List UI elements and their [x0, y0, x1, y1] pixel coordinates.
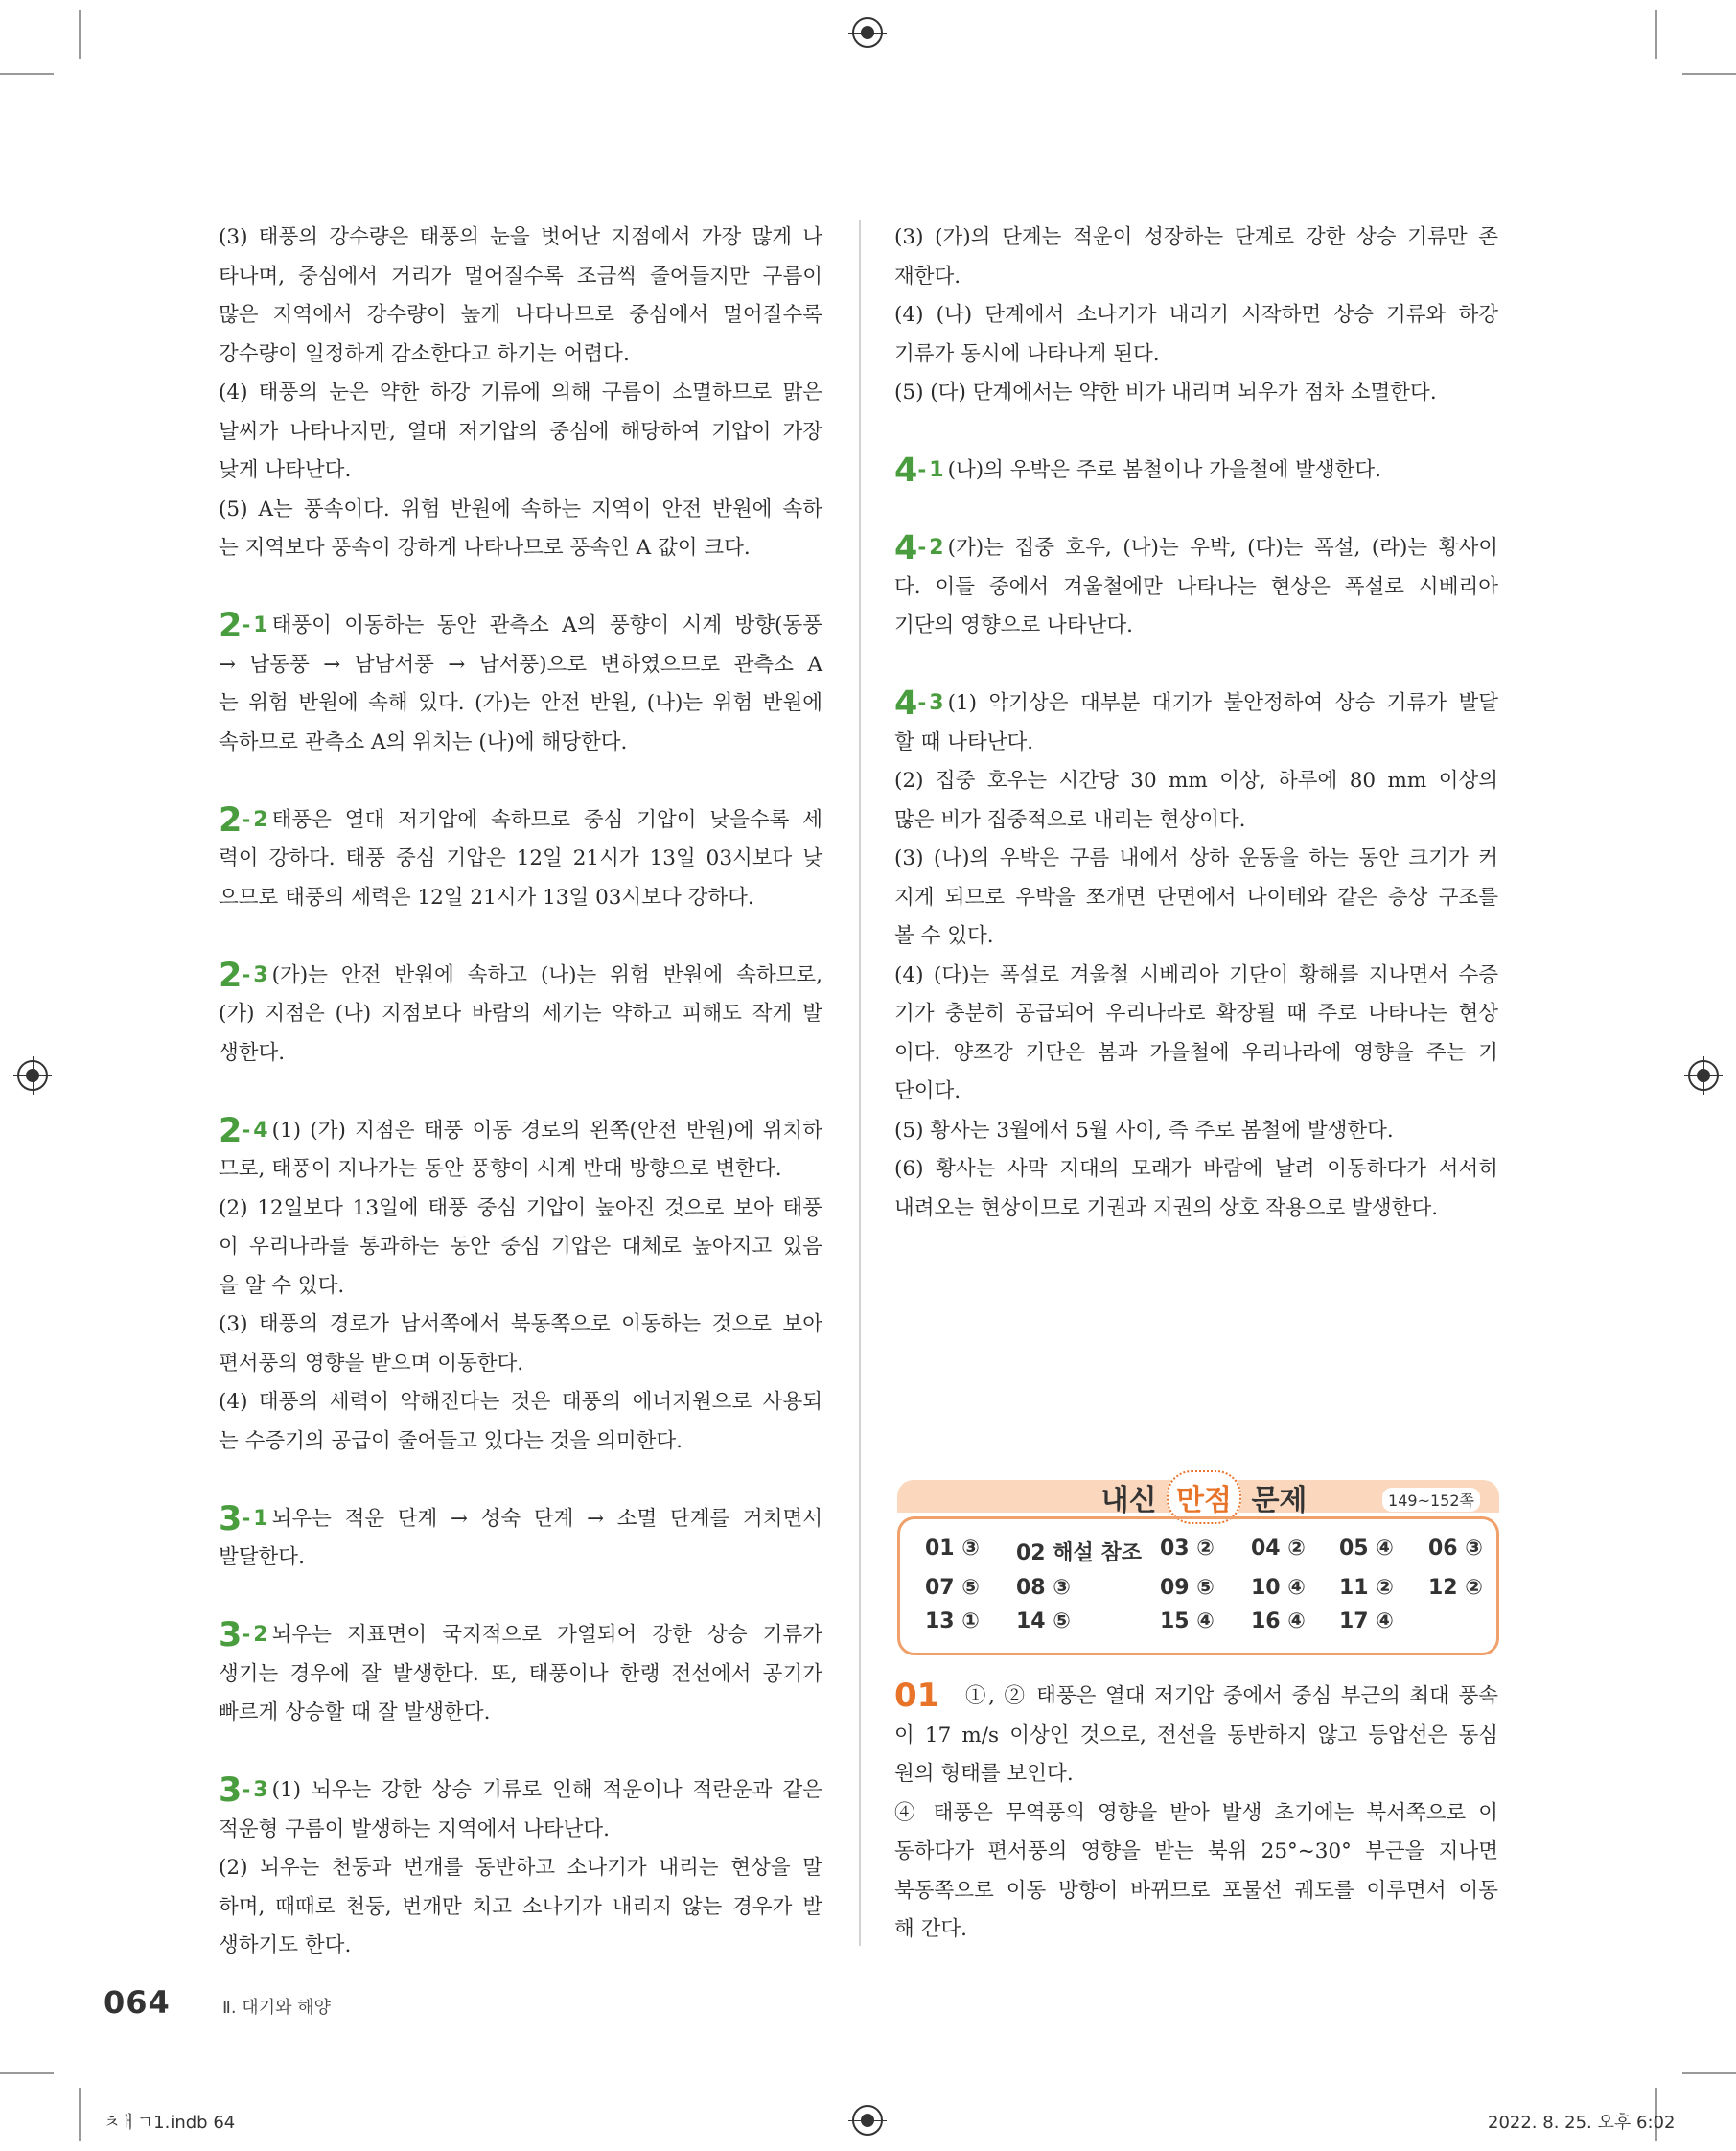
- line-text: (4) (다)는 폭설로 겨울철 시베리아 기단이 황해를 지나면서 수증: [894, 962, 1498, 987]
- text-line: [894, 724, 1498, 763]
- text-line: [219, 1345, 822, 1384]
- text-line: [894, 762, 1498, 801]
- text-line: [894, 607, 1498, 646]
- item-number-minor: 1: [929, 458, 944, 482]
- text-line: [894, 374, 1498, 413]
- line-text: 재한다.: [894, 264, 961, 289]
- item-number-minor: 1: [253, 613, 268, 637]
- item-number-minor: 4: [253, 1118, 268, 1143]
- line-text: 므로, 태풍이 지나가는 동안 풍향이 시계 반대 방향으로 변한다.: [219, 1157, 782, 1181]
- text-line: [219, 1655, 822, 1695]
- paragraph-gap: [219, 1073, 822, 1112]
- text-line: [219, 219, 822, 258]
- answer-grid: [925, 1537, 1496, 1633]
- text-line: [219, 1694, 822, 1733]
- answer-item: 11 ②: [1339, 1576, 1394, 1600]
- text-line: [219, 335, 822, 375]
- registration-mark-icon: [17, 1060, 48, 1091]
- answer-item: 10 ④: [1251, 1576, 1306, 1600]
- text-line: [219, 451, 822, 491]
- text-line: [894, 840, 1498, 879]
- text-line: [894, 296, 1498, 335]
- title-post: 문제: [1251, 1484, 1308, 1517]
- line-text: 타나며, 중심에서 거리가 멀어질수록 조금씩 줄어들지만 구름이: [219, 264, 822, 289]
- paragraph-gap: [219, 1461, 822, 1500]
- item-number-major: 2: [219, 956, 243, 995]
- item-number-minor: 1: [253, 1506, 268, 1531]
- text-line: [219, 1190, 822, 1229]
- text-line: [219, 296, 822, 335]
- text-line: [894, 529, 1498, 568]
- line-text: 생한다.: [219, 1040, 286, 1065]
- line-text: 날씨가 나타나지만, 열대 저기압의 중심에 해당하여 기압이 가장: [219, 419, 822, 444]
- title-pre: 내신: [1100, 1484, 1157, 1517]
- line-text: (6) 황사는 사막 지대의 모래가 바람에 날려 이동하다가 서서히: [894, 1157, 1498, 1181]
- line-text: 으므로 태풍의 세력은 12일 21시가 13일 03시보다 강하다.: [219, 885, 754, 910]
- line-text: 기가 충분히 공급되어 우리나라로 확장될 때 주로 나타나는 현상: [894, 1002, 1498, 1026]
- crop-mark: [79, 10, 81, 59]
- text-line: [219, 801, 822, 841]
- line-text: 적운형 구름이 발생하는 지역에서 나타난다.: [219, 1816, 611, 1841]
- item-number-minor: 3: [253, 962, 268, 987]
- text-line: [219, 1150, 822, 1190]
- text-line: [894, 1034, 1498, 1074]
- line-text: 뇌우는 지표면이 국지적으로 가열되어 강한 상승 기류가: [271, 1623, 822, 1647]
- text-line: [219, 529, 822, 568]
- section-title: Ⅱ. 대기와 해양: [222, 1998, 331, 2018]
- item-number-major: 4: [894, 529, 918, 567]
- line-text: 단이다.: [894, 1079, 961, 1103]
- answer-item: 04 ②: [1251, 1537, 1306, 1561]
- text-line: [894, 1112, 1498, 1151]
- line-text: (4) 태풍의 세력이 약해진다는 것은 태풍의 에너지원으로 사용되: [219, 1390, 822, 1414]
- text-line: [894, 684, 1498, 724]
- item-number-major: 3: [219, 1499, 243, 1538]
- text-line: [894, 1190, 1498, 1229]
- line-text: (5) (다) 단계에서는 약한 비가 내리며 뇌우가 점차 소멸한다.: [894, 381, 1437, 405]
- file-slug: ㅊㅐㄱ1.indb 64: [104, 2113, 236, 2133]
- line-text: 기류가 동시에 나타나게 된다.: [894, 341, 1160, 366]
- item-number-major: 4: [894, 684, 918, 723]
- text-line: [894, 1833, 1498, 1872]
- registration-mark-icon: [852, 2105, 883, 2136]
- paragraph-gap: [219, 762, 822, 801]
- item-number: 2- 2: [219, 800, 268, 840]
- text-line: [219, 1538, 822, 1578]
- text-line: [894, 1073, 1498, 1112]
- paragraph-gap: [894, 646, 1498, 685]
- text-line: [219, 1771, 822, 1811]
- line-text: (3) (가)의 단계는 적운이 성장하는 단계로 강한 상승 기류만 존: [894, 225, 1498, 249]
- paragraph-gap: [894, 491, 1498, 530]
- item-number-minor: 2: [253, 807, 268, 832]
- text-line: [894, 1794, 1498, 1834]
- text-line: [219, 995, 822, 1034]
- text-line: [219, 724, 822, 763]
- crop-mark: [1655, 10, 1657, 59]
- text-line: [894, 1150, 1498, 1190]
- line-text: 기단의 영향으로 나타난다.: [894, 613, 1133, 637]
- line-text: (가) 지점은 (나) 지점보다 바람의 세기는 약하고 피해도 작게 발: [219, 1002, 822, 1026]
- line-text: 해 간다.: [894, 1917, 967, 1941]
- answer-item: 06 ③: [1428, 1537, 1483, 1561]
- line-text: (1) 악기상은 대부분 대기가 불안정하여 상승 기류가 발달: [947, 691, 1498, 715]
- line-text: 생기는 경우에 잘 발생한다. 또, 태풍이나 한랭 전선에서 공기가: [219, 1661, 822, 1686]
- item-number-major: 3: [219, 1771, 243, 1810]
- line-text: 뇌우는 적운 단계 → 성숙 단계 → 소멸 단계를 거치면서: [271, 1506, 822, 1531]
- item-number-major: 2: [219, 1111, 243, 1150]
- item-number: 3- 3: [219, 1771, 268, 1810]
- text-line: [219, 1616, 822, 1655]
- line-text: 볼 수 있다.: [894, 924, 994, 948]
- text-line: [894, 1910, 1498, 1950]
- item-number-major: 4: [894, 451, 918, 490]
- line-text: (2) 집중 호우는 시간당 30 mm 이상, 하루에 80 mm 이상의: [894, 769, 1498, 793]
- text-line: [219, 1927, 822, 1966]
- text-line: [219, 374, 822, 413]
- line-text: (5) 황사는 3월에서 5월 사이, 즉 주로 봄철에 발생한다.: [894, 1118, 1394, 1143]
- item-number-major: 3: [219, 1616, 243, 1654]
- item-number: 2- 3: [219, 956, 268, 995]
- line-text: (3) 태풍의 강수량은 태풍의 눈을 벗어난 지점에서 가장 많게 나: [219, 225, 822, 249]
- item-number-minor: 3: [253, 1778, 268, 1802]
- line-text: 이다. 양쯔강 기단은 봄과 가을철에 우리나라에 영향을 주는 기: [894, 1040, 1498, 1065]
- question-number: 01: [894, 1677, 940, 1715]
- title-highlight: 만점: [1167, 1470, 1241, 1524]
- paragraph-gap: [219, 568, 822, 608]
- answer-item: 05 ④: [1339, 1537, 1394, 1561]
- line-text: (5) A는 풍속이다. 위험 반원에 속하는 지역이 안전 반원에 속하: [219, 497, 822, 521]
- line-text: (가)는 집중 호우, (나)는 우박, (다)는 폭설, (라)는 황사이: [947, 536, 1498, 560]
- line-text: 동하다가 편서풍의 영향을 받는 북위 25°~30° 부근을 지나면: [894, 1839, 1498, 1863]
- line-text: 는 수증기의 공급이 줄어들고 있다는 것을 의미한다.: [219, 1428, 683, 1453]
- text-line: [219, 413, 822, 452]
- text-line: [219, 607, 822, 646]
- answer-item: 15 ④: [1160, 1609, 1215, 1633]
- text-line: [894, 219, 1498, 258]
- text-line: [219, 1811, 822, 1850]
- line-text: 내려오는 현상이므로 기권과 지권의 상호 작용으로 발생한다.: [894, 1195, 1439, 1220]
- line-text: 많은 비가 집중적으로 내리는 현상이다.: [894, 807, 1246, 832]
- line-text: 낮게 나타난다.: [219, 458, 352, 482]
- text-line: [894, 917, 1498, 957]
- answer-item: 09 ⑤: [1160, 1576, 1215, 1600]
- line-text: 편서풍의 영향을 받으며 이동한다.: [219, 1351, 524, 1376]
- question-01-explanation: [894, 1677, 1498, 1950]
- paragraph-gap: [219, 1578, 822, 1617]
- crop-mark: [1682, 2072, 1736, 2074]
- text-line: [219, 1034, 822, 1074]
- crop-mark: [0, 73, 54, 75]
- text-line: [894, 801, 1498, 841]
- line-text: (1) 뇌우는 강한 상승 기류로 인해 적운이나 적란운과 같은: [271, 1778, 822, 1802]
- answer-item: 16 ④: [1251, 1609, 1306, 1633]
- text-line: [219, 840, 822, 879]
- left-column: [219, 219, 822, 1966]
- line-text: 태풍은 열대 저기압에 속하므로 중심 기압이 낮을수록 세: [271, 807, 822, 832]
- line-text: 속하므로 관측소 A의 위치는 (나)에 해당한다.: [219, 729, 628, 754]
- line-text: 을 알 수 있다.: [219, 1273, 345, 1298]
- item-number-minor: 2: [929, 536, 944, 560]
- answer-item: 17 ④: [1339, 1609, 1394, 1633]
- line-text: 발달한다.: [219, 1545, 305, 1569]
- line-text: 력이 강하다. 태풍 중심 기압은 12일 21시가 13일 03시보다 낮: [219, 846, 822, 870]
- text-line: [894, 1717, 1498, 1756]
- line-text: (가)는 안전 반원에 속하고 (나)는 위험 반원에 속하므로,: [271, 962, 822, 987]
- item-number-major: 2: [219, 607, 243, 645]
- right-column: [894, 219, 1498, 1228]
- paragraph-gap: [894, 413, 1498, 452]
- registration-mark-icon: [1688, 1060, 1719, 1091]
- line-text: (나)의 우박은 주로 봄철이나 가을철에 발생한다.: [947, 458, 1382, 482]
- print-timestamp: 2022. 8. 25. 오후 6:02: [1488, 2113, 1676, 2133]
- line-text: 원의 형태를 보인다.: [894, 1762, 1074, 1786]
- line-text: 강수량이 일정하게 감소한다고 하기는 어렵다.: [219, 341, 630, 366]
- answer-item: 12 ②: [1428, 1576, 1483, 1600]
- line-text: (1) (가) 지점은 태풍 이동 경로의 왼쪽(안전 반원)에 위치하: [271, 1118, 822, 1143]
- line-text: 는 지역보다 풍속이 강하게 나타나므로 풍속인 A 값이 크다.: [219, 536, 751, 560]
- item-number: 4- 3: [894, 684, 944, 723]
- line-text: 는 위험 반원에 속해 있다. (가)는 안전 반원, (나)는 위험 반원에: [219, 691, 822, 715]
- item-number: 2- 1: [219, 607, 268, 645]
- answer-box: [897, 1516, 1499, 1655]
- line-text: (3) 태풍의 경로가 남서쪽에서 북동쪽으로 이동하는 것으로 보아: [219, 1312, 822, 1336]
- line-text: 북동쪽으로 이동 방향이 바뀌므로 포물선 궤도를 이루면서 이동: [894, 1878, 1498, 1903]
- paragraph-gap: [219, 917, 822, 957]
- line-text: 할 때 나타난다.: [894, 729, 1034, 754]
- text-line: [219, 1267, 822, 1307]
- answer-item: 07 ⑤: [925, 1576, 980, 1600]
- text-line: [219, 1228, 822, 1267]
- registration-mark-icon: [852, 17, 883, 48]
- line-text: 지게 되므로 우박을 쪼개면 단면에서 나이테와 같은 층상 구조를: [894, 885, 1498, 910]
- text-line: [219, 491, 822, 530]
- text-line: [894, 995, 1498, 1034]
- text-line: [219, 1500, 822, 1539]
- item-number: 2- 4: [219, 1111, 268, 1150]
- item-number: 3- 1: [219, 1499, 268, 1538]
- line-text: 이 우리나라를 통과하는 동안 중심 기압은 대체로 높아지고 있음: [219, 1235, 822, 1259]
- text-line: [894, 1755, 1498, 1794]
- item-number-minor: 3: [929, 691, 944, 715]
- text-line: [219, 1383, 822, 1422]
- answer-item: 13 ①: [925, 1609, 980, 1633]
- line-text: (3) (나)의 우박은 구름 내에서 상하 운동을 하는 동안 크기가 커: [894, 846, 1498, 870]
- line-text: 빠르게 상승할 때 잘 발생한다.: [219, 1700, 491, 1724]
- item-number-major: 2: [219, 800, 243, 840]
- line-text: 태풍이 이동하는 동안 관측소 A의 풍향이 시계 방향(동풍: [271, 613, 822, 637]
- text-line: [894, 451, 1498, 491]
- text-line: [894, 957, 1498, 996]
- text-line: [219, 1112, 822, 1151]
- line-text: ①, ② 태풍은 열대 저기압 중에서 중심 부근의 최대 풍속: [962, 1684, 1498, 1708]
- text-line: [894, 568, 1498, 608]
- item-number: 4- 2: [894, 529, 944, 567]
- text-line: [219, 258, 822, 297]
- text-line: [219, 1888, 822, 1928]
- answer-item: 01 ③: [925, 1537, 980, 1561]
- line-text: (2) 12일보다 13일에 태풍 중심 기압이 높아진 것으로 보아 태풍: [219, 1195, 822, 1220]
- line-text: 이 17 m/s 이상인 것으로, 전선을 동반하지 않고 등압선은 동심: [894, 1723, 1498, 1747]
- line-text: → 남동풍 → 남남서풍 → 남서풍)으로 변하였으므로 관측소 A: [219, 652, 822, 677]
- column-divider: [859, 220, 861, 1946]
- item-number: 4- 1: [894, 451, 944, 490]
- item-number-minor: 2: [253, 1623, 268, 1647]
- text-line: [894, 335, 1498, 375]
- page-range: 149~152쪽: [1382, 1488, 1480, 1512]
- text-line: [219, 1306, 822, 1345]
- text-line: [894, 1677, 1498, 1717]
- line-text: 많은 지역에서 강수량이 높게 나타나므로 중심에서 멀어질수록: [219, 303, 822, 327]
- text-line: [894, 1872, 1498, 1911]
- crop-mark: [79, 2088, 81, 2141]
- text-line: [219, 684, 822, 724]
- text-line: [219, 957, 822, 996]
- line-text: (4) (나) 단계에서 소나기가 내리기 시작하면 상승 기류와 하강: [894, 303, 1498, 327]
- line-text: 하며, 때때로 천둥, 번개만 치고 소나기가 내리지 않는 경우가 발: [219, 1894, 822, 1919]
- item-number: 3- 2: [219, 1616, 268, 1654]
- text-line: [894, 879, 1498, 918]
- answer-item: 08 ③: [1016, 1576, 1071, 1600]
- answer-item: 14 ⑤: [1016, 1609, 1071, 1633]
- line-text: 생하기도 한다.: [219, 1933, 352, 1957]
- line-text: ④ 태풍은 무역풍의 영향을 받아 발생 초기에는 북서쪽으로 이: [894, 1800, 1498, 1825]
- text-line: [894, 258, 1498, 297]
- text-line: [219, 1422, 822, 1462]
- answer-box-title: [1089, 1470, 1319, 1522]
- line-text: (4) 태풍의 눈은 약한 하강 기류에 의해 구름이 소멸하므로 맑은: [219, 381, 822, 405]
- answer-item: 02 해설 참조: [1016, 1541, 1142, 1565]
- answer-item: 03 ②: [1160, 1537, 1215, 1561]
- crop-mark: [0, 2072, 54, 2074]
- text-line: [219, 646, 822, 685]
- line-text: 다. 이들 중에서 겨울철에만 나타나는 현상은 폭설로 시베리아: [894, 574, 1498, 599]
- paragraph-gap: [219, 1733, 822, 1772]
- text-line: [219, 879, 822, 918]
- text-line: [219, 1849, 822, 1888]
- line-text: (2) 뇌우는 천둥과 번개를 동반하고 소나기가 내리는 현상을 말: [219, 1856, 822, 1880]
- crop-mark: [1682, 73, 1736, 75]
- answer-box-header: [897, 1476, 1499, 1516]
- page-number: 064: [104, 1984, 171, 2021]
